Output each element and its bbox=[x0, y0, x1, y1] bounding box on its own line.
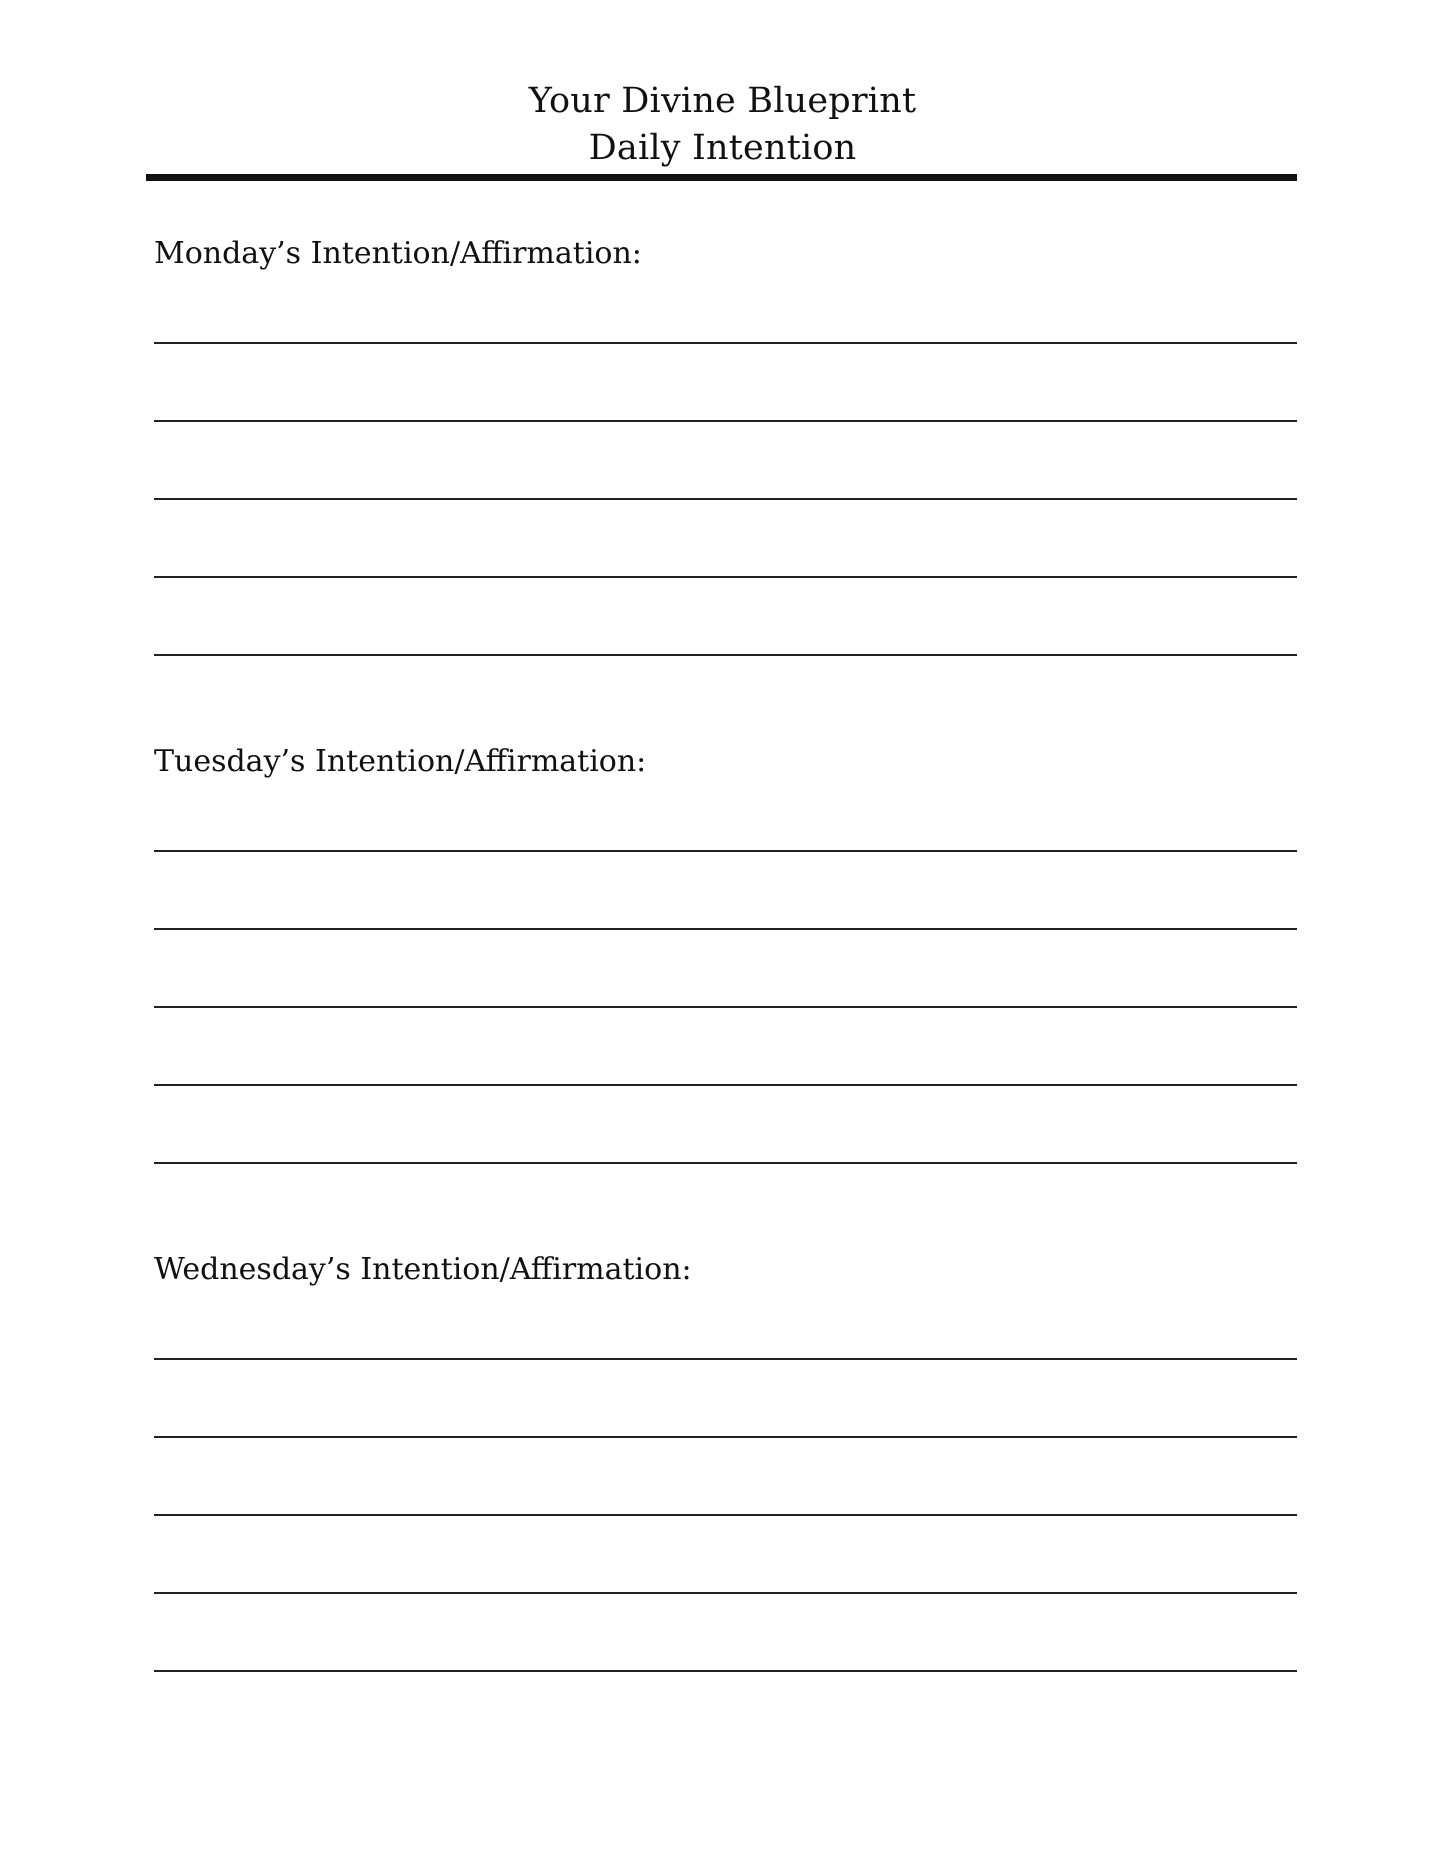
tuesday-section bbox=[154, 742, 1297, 782]
wednesday-writing-line-1[interactable] bbox=[154, 1358, 1297, 1360]
monday-writing-line-4[interactable] bbox=[154, 576, 1297, 578]
tuesday-writing-line-5[interactable] bbox=[154, 1162, 1297, 1164]
wednesday-writing-line-3[interactable] bbox=[154, 1514, 1297, 1516]
tuesday-label: Tuesday’s Intention/Affirmation: bbox=[154, 744, 647, 779]
wednesday-section bbox=[154, 1250, 1297, 1290]
wednesday-writing-line-5[interactable] bbox=[154, 1670, 1297, 1672]
wednesday-writing-line-2[interactable] bbox=[154, 1436, 1297, 1438]
monday-writing-line-1[interactable] bbox=[154, 342, 1297, 344]
monday-writing-line-2[interactable] bbox=[154, 420, 1297, 422]
tuesday-writing-line-4[interactable] bbox=[154, 1084, 1297, 1086]
header-divider bbox=[146, 174, 1297, 181]
page-title: Your Divine Blueprint bbox=[528, 81, 917, 121]
page-header bbox=[0, 78, 1445, 172]
monday-writing-line-3[interactable] bbox=[154, 498, 1297, 500]
tuesday-writing-line-1[interactable] bbox=[154, 850, 1297, 852]
tuesday-writing-line-2[interactable] bbox=[154, 928, 1297, 930]
monday-section bbox=[154, 234, 1297, 274]
monday-writing-line-5[interactable] bbox=[154, 654, 1297, 656]
wednesday-writing-line-4[interactable] bbox=[154, 1592, 1297, 1594]
page-subtitle: Daily Intention bbox=[588, 128, 857, 168]
monday-label: Monday’s Intention/Affirmation: bbox=[154, 236, 642, 271]
wednesday-label: Wednesday’s Intention/Affirmation: bbox=[154, 1252, 692, 1287]
tuesday-writing-line-3[interactable] bbox=[154, 1006, 1297, 1008]
